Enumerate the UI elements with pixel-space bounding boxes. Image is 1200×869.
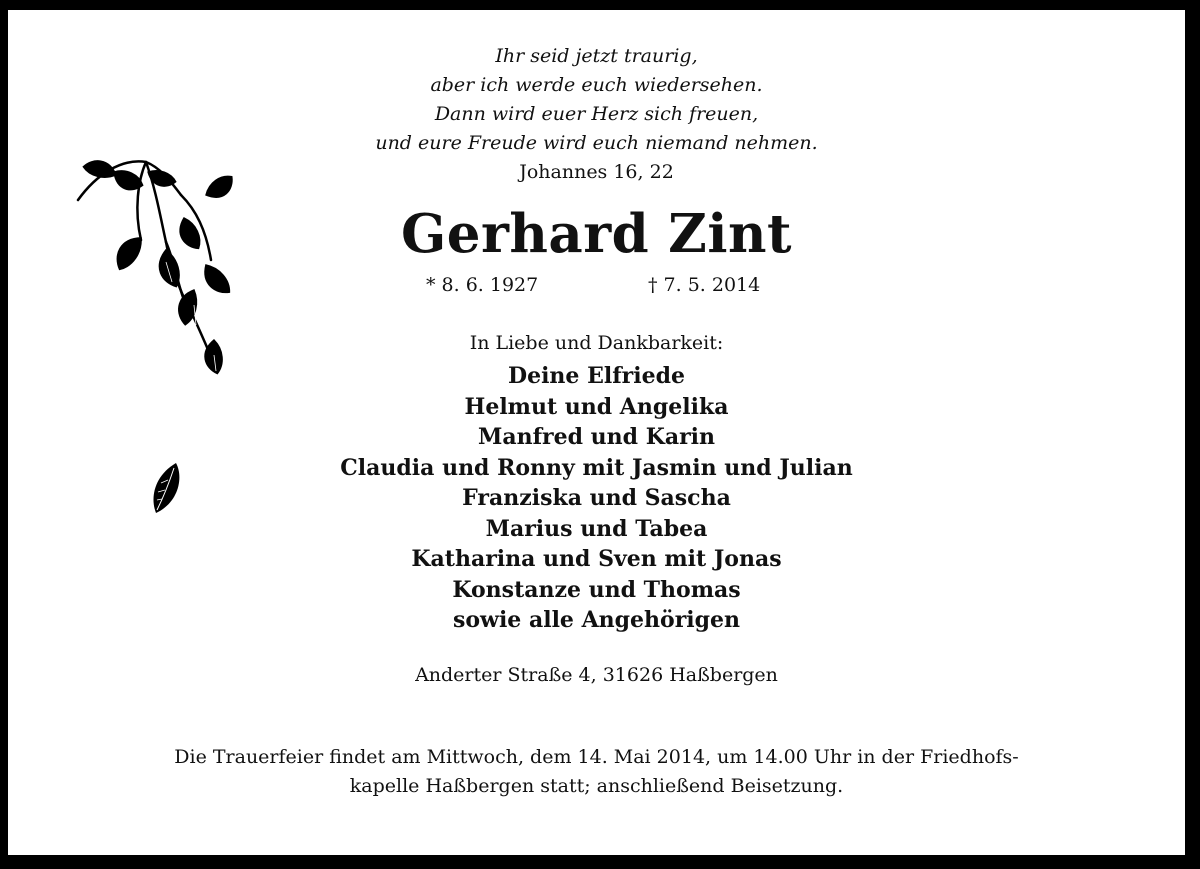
mourner-entry: Franziska und Sascha xyxy=(462,485,731,511)
obituary-card xyxy=(8,10,1185,855)
verse-line: und eure Freude wird euch niemand nehmen. xyxy=(375,132,818,154)
verse-line: Dann wird euer Herz sich freuen, xyxy=(434,103,759,125)
verse-line: aber ich werde euch wiedersehen. xyxy=(430,74,763,96)
mourner-entry: Konstanze und Thomas xyxy=(452,576,741,603)
funeral-service-notice xyxy=(8,743,1185,801)
family-address: Anderter Straße 4, 31626 Haßbergen xyxy=(415,664,778,686)
verse-reference: Johannes 16, 22 xyxy=(519,161,674,183)
dedication-text: In Liebe und Dankbarkeit: xyxy=(469,332,724,354)
mourner-entry: Claudia und Ronny mit Jasmin und Julian xyxy=(340,454,853,481)
deceased-name: Gerhard Zint xyxy=(400,203,793,265)
mourner-entry: Manfred und Karin xyxy=(477,424,716,450)
mourner-entry: Helmut und Angelika xyxy=(464,393,729,420)
mourners-list xyxy=(8,361,1185,636)
birth-date: * 8. 6. 1927 xyxy=(426,274,539,296)
service-line: kapelle Haßbergen statt; anschließend Beisetzung. xyxy=(349,775,844,797)
mourner-entry: Katharina und Sven mit Jonas xyxy=(411,546,782,572)
mourner-entry: sowie alle Angehörigen xyxy=(452,607,741,633)
mourner-entry: Marius und Tabea xyxy=(485,515,708,542)
verse-line: Ihr seid jetzt traurig, xyxy=(495,45,698,67)
mourner-entry: Deine Elfriede xyxy=(508,363,685,389)
death-date: † 7. 5. 2014 xyxy=(648,274,761,296)
bible-verse xyxy=(8,42,1185,187)
service-line: Die Trauerfeier findet am Mittwoch, dem 14. Mai 2014, um 14.00 Uhr in der Friedhofs- xyxy=(174,746,1019,768)
